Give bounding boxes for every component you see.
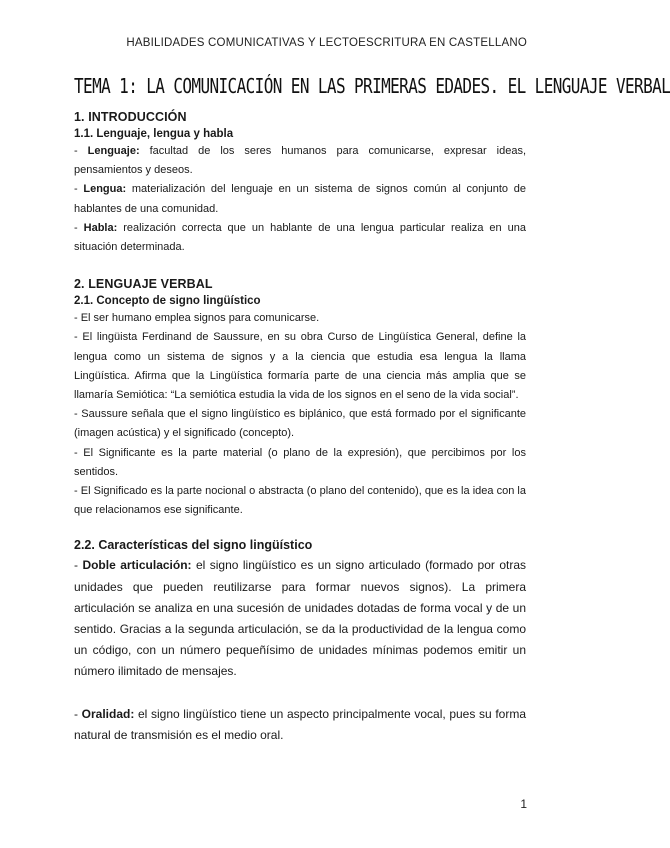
characteristic-oralidad: - Oralidad: el signo lingüístico tiene un aspecto principalmente vocal, pues su forma natural de transmisión es el medio oral. [74,706,526,742]
term-doble-articulacion: Doble articulación: [82,558,192,573]
paragraph: - El Significante es la parte material (o plano de la expresión), que percibimos por los sentidos. [74,446,526,478]
subsection-heading-lenguaje-lengua-habla: 1.1. Lenguaje, lengua y habla [74,128,234,140]
term-lengua: Lengua: [83,183,127,196]
term-lenguaje: Lenguaje: [87,145,140,157]
document-body [74,110,526,746]
paragraph: - El Significado es la parte nocional o abstracta (o plano del contenido), que es la idea con la que relacionamos ese significante. [74,485,526,517]
document-title: TEMA 1: LA COMUNICACIÓN EN LAS PRIMERAS EDADES. EL LENGUAJE VERBAL [74,74,670,98]
subsection-heading-concepto-signo: 2.1. Concepto de signo lingüístico [74,295,261,308]
running-header: HABILIDADES COMUNICATIVAS Y LECTOESCRITURA EN CASTELLANO [126,37,527,49]
term-habla: Habla: [83,221,118,234]
page-number: 1 [520,797,527,811]
paragraph: - Saussure señala que el signo lingüístico es biplánico, que está formado por el significante (imagen acústica) y el significado (concepto). [74,408,526,440]
paragraph: - El lingüista Ferdinand de Saussure, en su obra Curso de Lingüística General, define la lengua como un sistema de signos y a la ciencia que estudia esa lengua la llama Lingüística. Afirma que la Lingüística formaría parte de una ciencia más amplia que se llamaría Semiótica: “La semiótica estudia la vida de los signos en el seno de la vida social”. [74,331,526,402]
definition-lenguaje: - Lenguaje: facultad de los seres humanos para comunicarse, expresar ideas, pensamientos y deseos. [74,145,526,177]
subsection-heading-caracteristicas-signo: 2.2. Características del signo lingüístico [74,538,313,553]
term-oralidad: Oralidad: [81,706,135,721]
definition-lengua: - Lengua: materialización del lenguaje en un sistema de signos común al conjunto de hablantes de una comunidad. [74,183,526,215]
paragraph: - El ser humano emplea signos para comunicarse. [74,312,320,325]
definition-habla: - Habla: realización correcta que un hablante de una lengua particular realiza en una situación determinada. [74,221,526,254]
section-heading-lenguaje-verbal: 2. LENGUAJE VERBAL [74,277,213,292]
characteristic-doble-articulacion: - Doble articulación: el signo lingüístico es un signo articulado (formado por otras unidades que pueden reutilizarse para formar nuevos signos). La primera articulación se analiza en una sucesión de unidades dotadas de forma vocal y de un sentido. Gracias a la segunda articulación, se da la productividad de la lengua como un código, con un número pequeñísimo de unidades mínimas podemos emitir un número ilimitado de mensajes. [74,558,526,679]
section-heading-introduccion: 1. INTRODUCCIÓN [74,110,187,124]
